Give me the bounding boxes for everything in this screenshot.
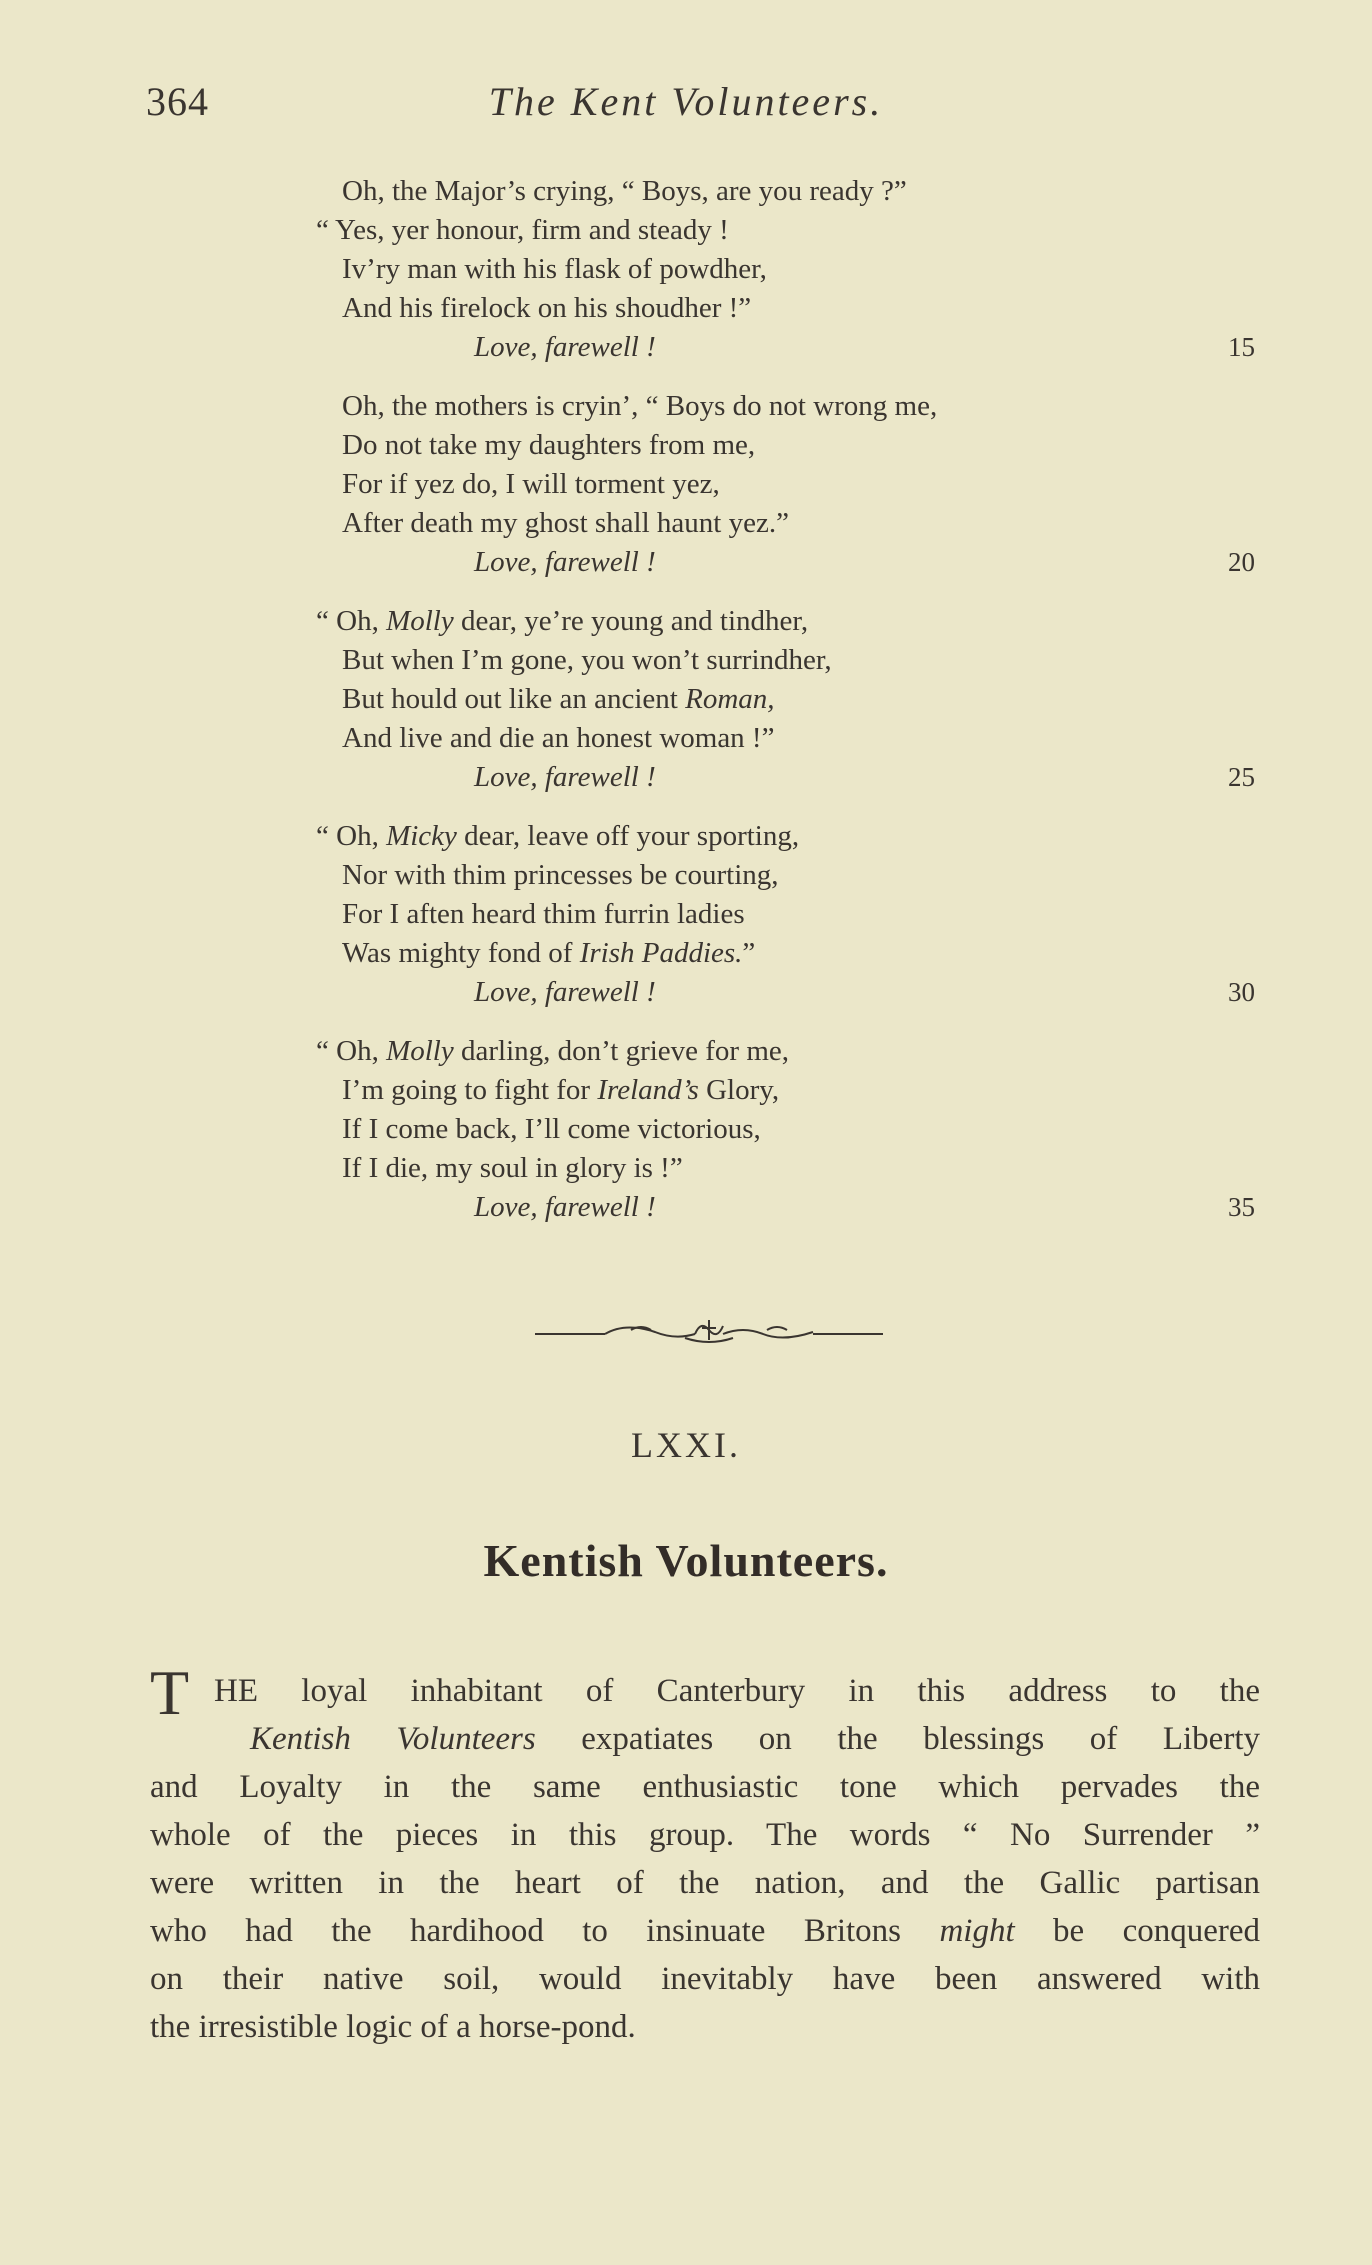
refrain-text: Love, farewell ! — [474, 976, 656, 1008]
stanza — [0, 817, 1372, 1012]
refrain-line — [0, 973, 1372, 1012]
verse-line — [0, 856, 1372, 895]
verse-emphasis: Micky — [386, 820, 457, 852]
verse-line — [0, 289, 1372, 328]
verse-line — [0, 719, 1372, 758]
stanza — [0, 602, 1372, 797]
verse-text — [342, 680, 775, 719]
verse-line — [0, 465, 1372, 504]
prose-line — [150, 1763, 1260, 1811]
line-number: 35 — [1228, 1192, 1255, 1222]
prose-text: and Loyalty in the same enthusiastic tone which pervades the — [150, 1769, 1260, 1805]
verse-line — [0, 1071, 1372, 1110]
verse-line — [0, 934, 1372, 973]
drop-cap: T — [150, 1657, 190, 1728]
verse-text: Do not take my daughters from me, — [342, 429, 756, 461]
verse-text: For I aften heard thim furrin ladies — [342, 898, 745, 930]
prose-text: on their native soil, would inevitably have been answered with — [150, 1961, 1260, 1997]
verse-text — [316, 602, 808, 641]
prose-emphasis: might — [939, 1913, 1015, 1949]
verse-line — [0, 602, 1372, 641]
prose-line — [150, 1715, 1260, 1763]
prose-emphasis: Kentish Volunteers — [250, 1721, 536, 1757]
verse-emphasis: Molly — [386, 605, 454, 637]
verse-line — [0, 1032, 1372, 1071]
verse-emphasis: Ireland’s — [597, 1074, 699, 1106]
refrain-text: Love, farewell ! — [474, 761, 656, 793]
refrain-line — [0, 1188, 1372, 1227]
running-head: The Kent Volunteers. — [488, 79, 884, 124]
refrain-text: Love, farewell ! — [474, 546, 656, 578]
verse-line — [0, 387, 1372, 426]
stanza — [0, 1032, 1372, 1227]
verse-text: “ Yes, yer honour, firm and steady ! — [316, 214, 729, 246]
verse-text: And live and die an honest woman !” — [342, 722, 775, 754]
verse-text: And his firelock on his shoudher !” — [342, 292, 752, 324]
verse-text: If I come back, I’ll come victorious, — [342, 1113, 761, 1145]
verse-segment: “ Oh, — [316, 605, 387, 637]
prose-line — [150, 1907, 1260, 1955]
verse-text: Iv’ry man with his flask of powdher, — [342, 253, 767, 285]
prose-text: be conquered — [1014, 1913, 1260, 1949]
verse-line — [0, 680, 1372, 719]
verse-text: Nor with thim princesses be courting, — [342, 859, 779, 891]
verse-line — [0, 641, 1372, 680]
line-number: 15 — [1228, 332, 1255, 362]
verse-segment: Was mighty fond of — [342, 937, 580, 969]
verse-text — [316, 817, 799, 856]
verse-emphasis: Molly — [386, 1035, 454, 1067]
verse-line — [0, 426, 1372, 465]
verse-segment: darling, don’t grieve for me, — [453, 1035, 790, 1067]
verse-emphasis: Irish Paddies. — [579, 937, 743, 969]
prose-text: the irresistible logic of a horse-pond. — [150, 2009, 636, 2045]
section-number: LXXI. — [631, 1425, 741, 1465]
prose-paragraph — [150, 1657, 1260, 2051]
verse-text — [342, 1071, 779, 1110]
refrain-line — [0, 758, 1372, 797]
prose-text: expatiates on the blessings of Liberty — [535, 1721, 1260, 1757]
prose-text: whole of the pieces in this group. The words “ No Surrender ” — [150, 1817, 1260, 1853]
prose-line — [150, 1955, 1260, 2003]
verse-text: After death my ghost shall haunt yez.” — [342, 507, 789, 539]
verse-line — [0, 895, 1372, 934]
verse-text: If I die, my soul in glory is !” — [342, 1152, 683, 1184]
prose-line — [150, 1859, 1260, 1907]
verse-text: Oh, the Major’s crying, “ Boys, are you ready ?” — [342, 175, 907, 207]
page-number: 364 — [146, 79, 209, 124]
prose-line — [150, 1657, 1260, 1728]
prose-text: HE loyal inhabitant of Canterbury in this address to the — [214, 1673, 1260, 1709]
prose-text: who had the hardihood to insinuate Britons — [150, 1913, 940, 1949]
verse-text — [316, 1032, 789, 1071]
verse-segment: ” — [742, 937, 756, 969]
verse-segment: dear, leave off your sporting, — [456, 820, 800, 852]
verse-text: But when I’m gone, you won’t surrindher, — [342, 644, 832, 676]
line-number: 20 — [1228, 547, 1255, 577]
prose-text: were written in the heart of the nation, and the Gallic partisan — [150, 1865, 1260, 1901]
verse-text: For if yez do, I will torment yez, — [342, 468, 720, 500]
refrain-line — [0, 543, 1372, 582]
verse-line — [0, 211, 1372, 250]
verse-segment: “ Oh, — [316, 1035, 387, 1067]
page-header — [0, 78, 1372, 138]
verse-segment: Glory, — [698, 1074, 780, 1106]
scroll-ornament-icon — [535, 1312, 883, 1348]
stanza — [0, 387, 1372, 582]
prose-line — [150, 1811, 1260, 1859]
verse-segment: But hould out like an ancient — [342, 683, 686, 715]
verse-line — [0, 172, 1372, 211]
verse-line — [0, 1110, 1372, 1149]
verse-line — [0, 504, 1372, 543]
prose-line — [150, 2003, 1260, 2051]
verse-emphasis: Roman, — [685, 683, 775, 715]
verse-text — [342, 934, 755, 973]
section-title: Kentish Volunteers. — [483, 1535, 889, 1586]
verse-segment: dear, ye’re young and tindher, — [453, 605, 809, 637]
verse-segment: “ Oh, — [316, 820, 387, 852]
line-number: 30 — [1228, 977, 1255, 1007]
poem — [0, 172, 1372, 1247]
refrain-text: Love, farewell ! — [474, 1191, 656, 1223]
line-number: 25 — [1228, 762, 1255, 792]
refrain-text: Love, farewell ! — [474, 331, 656, 363]
verse-line — [0, 1149, 1372, 1188]
verse-line — [0, 817, 1372, 856]
verse-line — [0, 250, 1372, 289]
refrain-line — [0, 328, 1372, 367]
verse-segment: I’m going to fight for — [342, 1074, 598, 1106]
verse-text: Oh, the mothers is cryin’, “ Boys do not wrong me, — [342, 390, 938, 422]
stanza — [0, 172, 1372, 367]
